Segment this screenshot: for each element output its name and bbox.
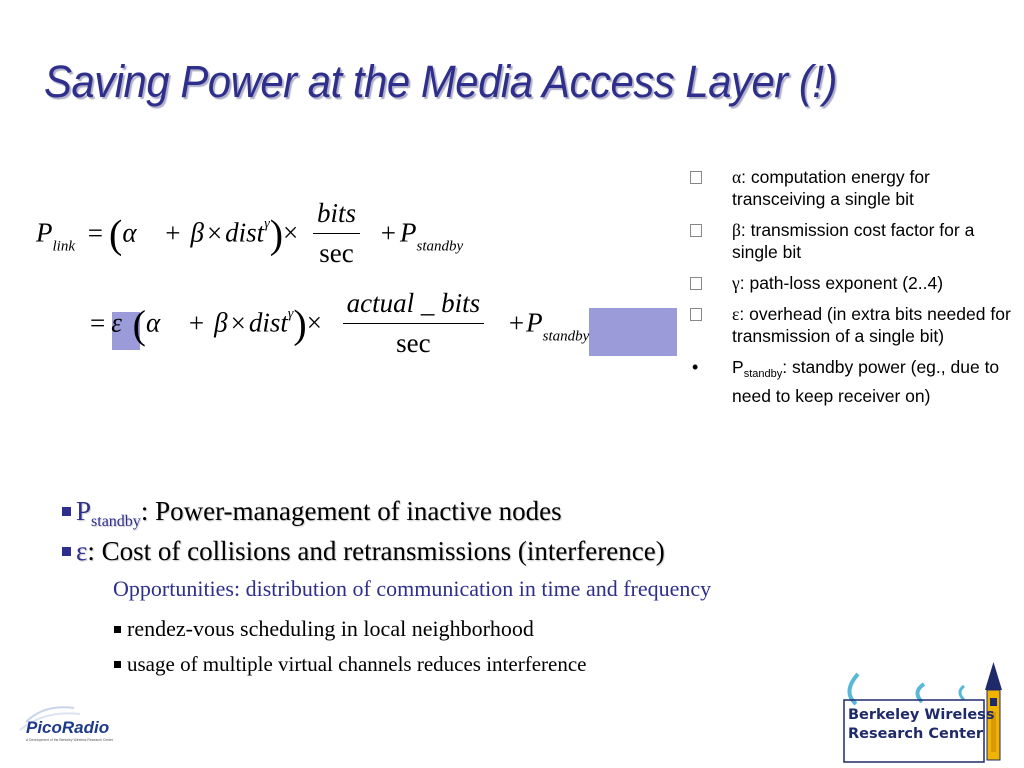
eq2-times2: × — [306, 307, 322, 338]
square-bullet-icon — [114, 661, 121, 668]
eq1-equals: = — [87, 217, 103, 248]
sub-bullet-scheduling — [114, 616, 534, 642]
eq1-beta: β — [190, 217, 204, 248]
def-symbol: γ — [732, 273, 740, 293]
eq1-alpha: α — [122, 217, 137, 248]
def-symbol-sub: standby — [743, 368, 783, 380]
eq2-gamma: γ — [287, 306, 294, 322]
eq1-dist: dist — [225, 217, 265, 248]
definition-beta — [690, 219, 1020, 263]
def-symbol: β — [732, 220, 741, 240]
slide-title: Saving Power at the Media Access Layer (!) — [44, 56, 838, 107]
definition-epsilon — [690, 303, 1020, 347]
opportunities-line: Opportunities: distribution of communication in time and frequency — [113, 576, 712, 601]
bullet-epsilon — [62, 536, 665, 567]
bullet2-symbol: ε — [76, 536, 88, 566]
eq2-p2: P — [526, 307, 543, 338]
eq1-p-sub: link — [52, 238, 75, 255]
picoradio-tagline: A Development of the Berkeley Wireless Research Center — [26, 738, 114, 742]
def-symbol: α — [732, 167, 742, 187]
eq1-p: P — [36, 217, 53, 248]
sub1-text: rendez-vous scheduling in local neighborhood — [127, 616, 534, 641]
bullet-standby — [62, 496, 562, 531]
equation-power-overhead: = ε (α + β × dist$^\gamma$)× $\frac{\text{actual \_ bits}}{\sec}$ $+P_{standby}$ — [90, 288, 590, 358]
bullet2-text: : Cost of collisions and retransmissions (interference) — [87, 536, 665, 566]
square-bullet-icon — [62, 547, 71, 556]
sub2-text: usage of multiple virtual channels reduces interference — [127, 652, 587, 676]
equation-power-link: $P_{link} = (\alpha + \beta$ × dist$^\gamma$)× $\frac{\text{bits}}{\sec}$ + $P_{standby}$ — [36, 198, 464, 268]
bwrc-line1: Berkeley Wireless — [848, 707, 995, 723]
eq1-denominator: sec — [313, 233, 360, 269]
def-text: : standby power (eg., due to need to keep receiver on) — [732, 357, 1000, 406]
bwrc-line2: Research Center — [848, 726, 984, 742]
square-bullet-icon — [62, 507, 71, 516]
bullet1-symbol: P — [76, 496, 92, 526]
eq1-times2: × — [283, 217, 299, 248]
eq2-epsilon: ε — [111, 307, 122, 338]
eq2-denominator: sec — [343, 323, 485, 359]
picoradio-logo-text: PicoRadio — [26, 718, 110, 737]
sub-bullet-channels — [114, 652, 586, 677]
eq1-plus: + — [165, 217, 181, 248]
symbol-definitions — [690, 166, 1020, 416]
standby-highlight — [589, 308, 677, 356]
eq2-dist: dist — [248, 307, 288, 338]
def-symbol: ε — [732, 304, 740, 324]
eq2-p2-sub: standby — [542, 328, 590, 345]
def-symbol: P — [732, 357, 744, 377]
eq1-p2-sub: standby — [416, 238, 464, 255]
square-bullet-icon — [114, 626, 121, 633]
eq1-times: × — [206, 217, 223, 248]
eq2-beta: β — [214, 307, 228, 338]
bullet-dot-icon: • — [692, 357, 699, 377]
eq2-plus2: + — [508, 307, 525, 338]
bullet1-sub: standby — [91, 513, 141, 530]
bwrc-logo-text — [848, 706, 994, 744]
definition-gamma — [690, 272, 1020, 294]
eq2-numerator: actual _ bits — [346, 288, 481, 318]
eq1-p2: P — [400, 217, 417, 248]
bullet-box-icon — [690, 308, 702, 321]
definition-alpha — [690, 166, 1020, 210]
eq2-fraction — [343, 288, 485, 359]
eq1-numerator: bits — [317, 198, 357, 228]
def-text: : overhead (in extra bits needed for transmission of a single bit) — [732, 304, 1011, 346]
def-text: : computation energy for transceiving a single bit — [732, 167, 930, 209]
eq2-plus: + — [188, 307, 205, 338]
bullet-box-icon — [690, 171, 702, 184]
bullet1-text: : Power-management of inactive nodes — [140, 496, 562, 526]
bullet-box-icon — [690, 277, 702, 290]
definition-pstandby — [690, 356, 1020, 407]
def-text: : path-loss exponent (2..4) — [739, 273, 944, 293]
bullet-box-icon — [690, 224, 702, 237]
def-text: : transmission cost factor for a single bit — [732, 220, 975, 262]
eq2-equals: = — [90, 307, 106, 338]
eq1-gamma: γ — [264, 216, 270, 232]
eq2-alpha: α — [145, 307, 161, 338]
eq1-plus2: + — [380, 217, 397, 248]
picoradio-logo — [14, 700, 136, 750]
eq1-fraction — [313, 198, 360, 269]
eq2-times: × — [230, 307, 246, 338]
